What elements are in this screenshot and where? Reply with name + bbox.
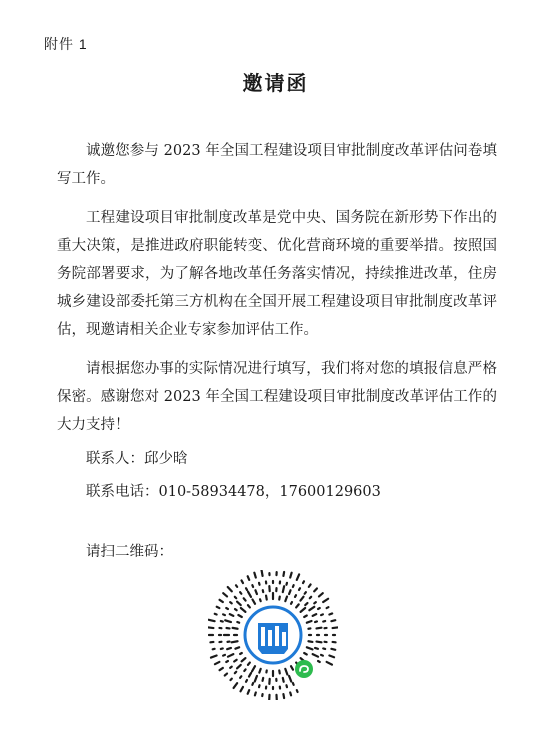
qr-ray [211,656,217,658]
qr-ray [327,662,332,665]
qr-ray [252,585,253,587]
qr-ray [309,607,314,610]
qr-ray [230,614,234,616]
qr-ray [304,653,307,655]
mini-program-badge-icon [295,660,313,678]
qr-ray [248,592,251,597]
qr-ray [244,669,245,671]
qr-ray [317,642,322,643]
qr-ray [290,692,291,695]
qr-ray [255,590,256,594]
qr-ray [290,573,291,578]
qr-ray [313,614,317,616]
qr-ray [233,628,238,629]
qr-ray [237,602,241,605]
qr-ray [240,653,242,654]
qr-ray [279,597,280,600]
qr-ray [259,583,260,585]
qr-ray [234,683,238,688]
qr-ray [246,588,247,590]
qr-ray [286,685,287,687]
qr-center-logo [245,607,301,663]
page-title: 邀请函 [242,71,309,95]
qr-ray [228,654,233,657]
paragraph-thanks: 请根据您办事的实际情况进行填写，我们将对您的填报信息严格保密。感谢您对 2023 年全国工程建设项目审批制度改革评估工作的大力支持！ [57,361,497,433]
qr-ray [235,647,239,648]
qr-ray [226,661,228,662]
qr-ray [291,666,293,669]
qr-ray [225,620,231,622]
qr-ray [318,608,320,609]
qr-ray [223,593,227,596]
qr-ray [333,627,338,628]
qr-ray [236,585,237,587]
qr-ray [314,588,317,591]
qr-ray [283,678,284,682]
qr-ray [295,595,296,597]
qr-ray [246,680,247,682]
qr-ray [215,662,219,664]
qr-ray [307,621,312,623]
qr-ray [285,669,287,675]
qr-ray [310,597,311,598]
qr-ray [305,592,306,594]
qr-ray [225,674,227,676]
qr-ray [321,655,323,656]
qr-ray [329,613,332,614]
qr-ray [329,656,334,658]
qr-ray [228,587,232,591]
qr-ray [259,685,260,687]
qr-ray [248,690,250,694]
qr-ray [237,665,241,668]
qr-ray [230,679,231,680]
qr-ray [279,670,280,673]
qr-ray [220,600,223,602]
qr-ray [293,683,294,685]
qr-ray [259,669,260,673]
qr-ray [307,647,313,649]
qr-ray [221,621,223,622]
qr-ray [321,614,323,615]
qr-ray [263,678,264,681]
qr-ray [221,648,223,649]
qr-ray [266,596,267,600]
qr-ray [283,694,284,698]
qr-ray [293,585,294,587]
qr-ray [323,621,325,622]
qr-ray [323,599,328,602]
mini-program-code-icon[interactable] [208,570,338,700]
qr-ray [249,673,251,676]
qr-ray [308,641,312,642]
qr-ray [235,609,237,610]
contact-person: 联系人：邱少晗 [86,451,188,467]
qr-ray [305,603,307,605]
qr-ray [248,605,250,607]
qr-ray [223,655,225,656]
qr-ray [226,608,228,609]
qr-ray [299,588,300,590]
qr-ray [217,607,220,608]
qr-ray [313,654,318,657]
qr-ray [254,573,255,578]
qr-ray [262,570,263,576]
qr-ray [331,620,335,621]
attachment-label: 附件 1 [44,36,88,52]
qr-ray [230,667,232,668]
qr-ray [318,661,320,662]
qr-ray [241,608,246,612]
qr-ray [252,666,255,671]
qr-ray [230,602,232,603]
qr-ray [323,648,325,649]
qr-ray [248,663,250,665]
qr-ray [285,596,287,601]
qr-ray [309,584,311,586]
qr-ray [234,660,236,662]
paragraph-invitation: 诚邀您参与 2023 年全国工程建设项目审批制度改革评估问卷填写工作。 [57,143,497,187]
qr-ray [283,572,284,576]
qr-ray [220,668,223,670]
qr-ray [215,614,217,615]
qr-ray [235,597,236,598]
qr-ray [252,683,253,685]
qr-ray [303,581,304,583]
qr-ray [208,627,213,628]
qr-ray [244,598,246,600]
qr-ray [223,614,225,615]
qr-ray [240,676,241,678]
qr-ray [289,590,290,594]
qr-ray [209,620,215,621]
qr-ray [255,692,256,695]
contact-phone: 联系电话：010-58934478，17600129603 [86,484,381,500]
qr-ray [238,615,241,617]
qr-ray [331,649,335,650]
qr-ray [301,608,306,612]
qr-ray [304,616,307,618]
qr-ray [319,593,323,596]
qr-ray [255,676,257,682]
qr-ray [296,604,299,607]
qr-ray [315,621,317,622]
paragraph-background: 工程建设项目审批制度改革是党中央、国务院在新形势下作出的重大决策，是推进政府职能转变、优化营商环境的重要举措。按照国务院部署要求，为了解各地改革任务落实情况，持续推进改革，住房城乡建设部委托第三方机构在全国开展工程建设项目审批制度改革评估，现邀请相关企业专家参加评估工作。 [57,210,497,338]
qr-ray [248,576,250,580]
qr-ray [314,602,316,603]
qr-ray [237,622,239,623]
qr-ray [242,580,244,583]
qr-ray [242,658,246,661]
qr-ray [232,641,238,642]
qr-ray [315,648,318,649]
qr-ray [297,690,298,692]
qr-ray [286,583,287,585]
qr-ray [317,628,322,629]
qr-ray [297,574,299,580]
qr-ray [291,602,292,604]
qr-ray [260,599,261,601]
qr-ray [253,599,256,603]
qr-scan-label: 请扫二维码： [86,544,173,560]
qr-ray [240,592,241,594]
qr-ray [300,597,303,601]
qr-ray [283,586,284,592]
qr-ray [227,648,231,649]
qr-ray [241,687,244,691]
qr-ray [289,676,291,682]
qr-ray [235,672,236,673]
qr-ray [327,607,329,608]
